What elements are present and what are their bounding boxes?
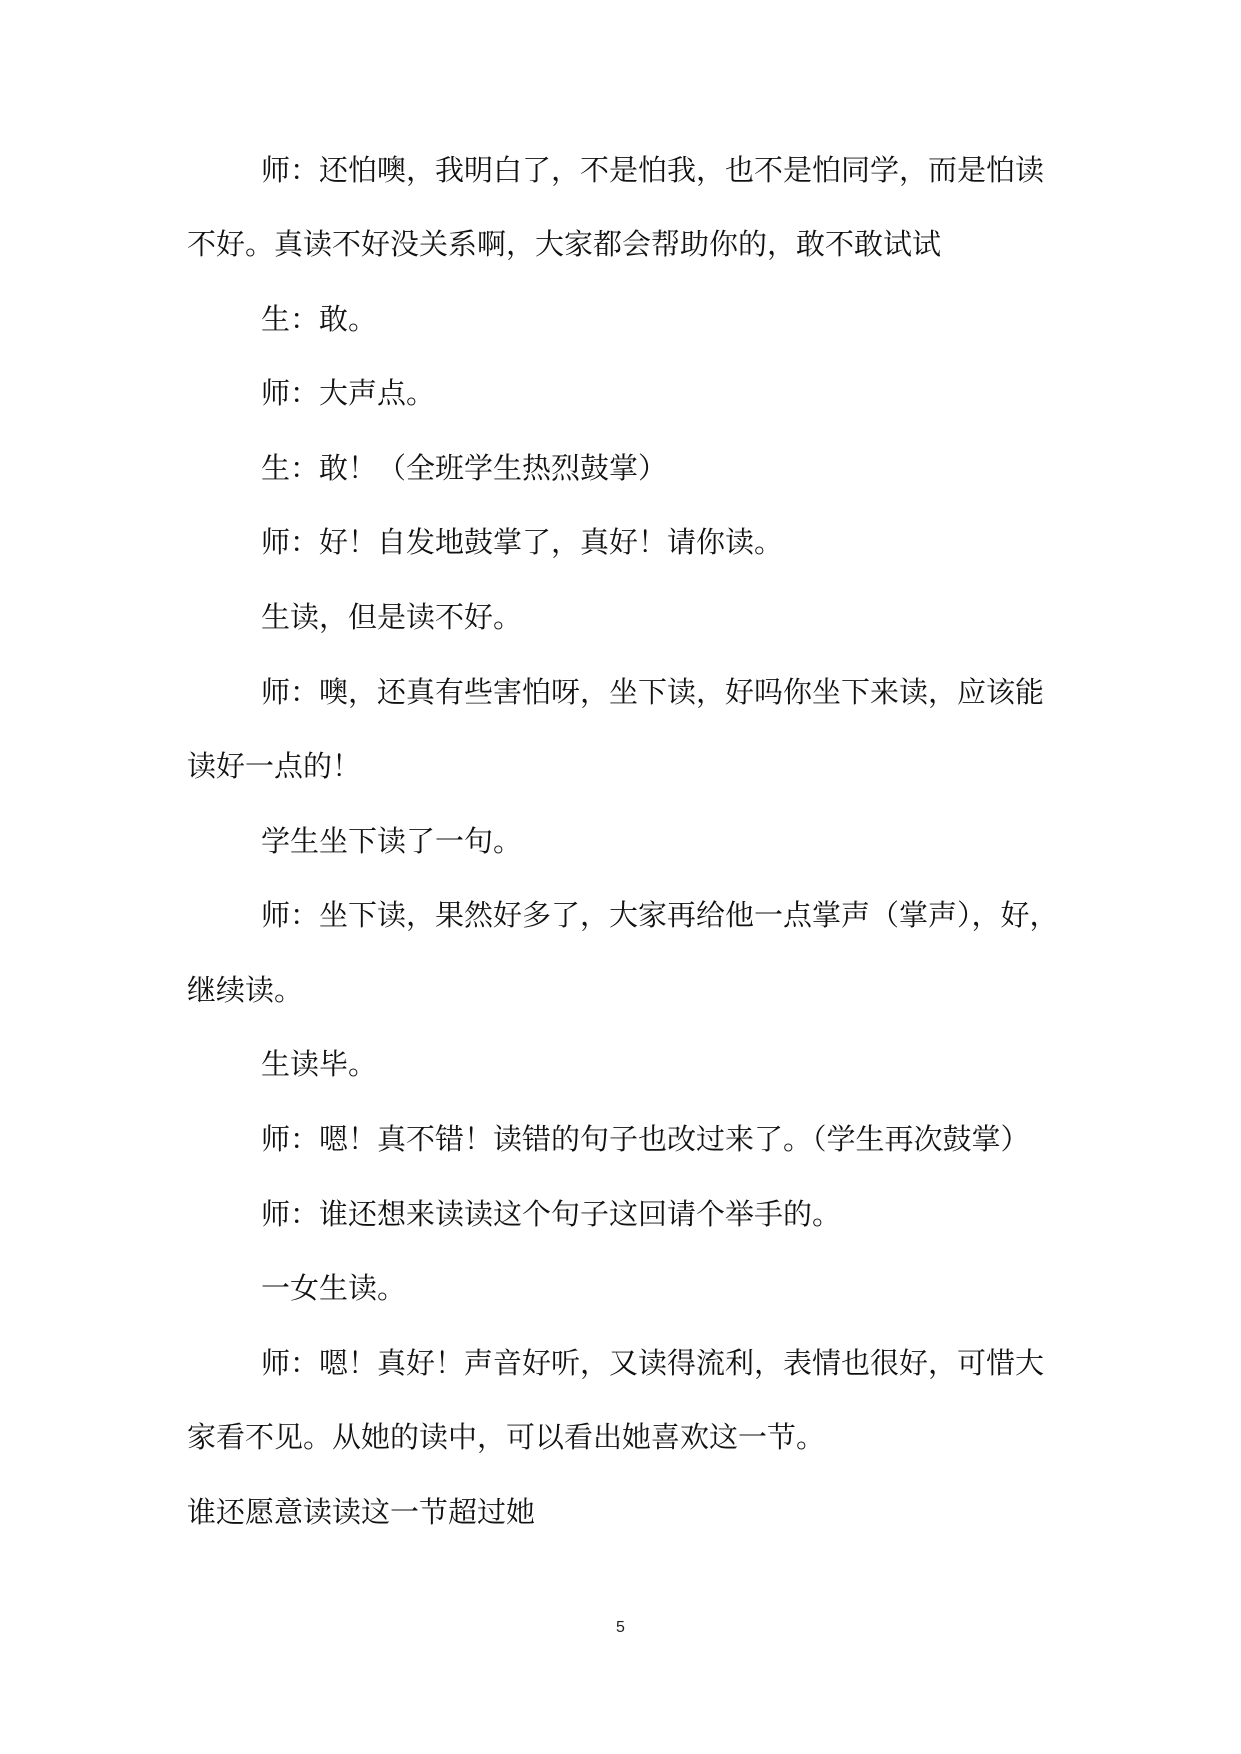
text-line: 生读毕。 <box>261 1047 378 1081</box>
text-line: 师：好！自发地鼓掌了，真好！请你读。 <box>261 525 784 559</box>
text-line: 师：谁还想来读读这个句子这回请个举手的。 <box>261 1197 842 1231</box>
text-line: 学生坐下读了一句。 <box>261 824 523 858</box>
text-line: 谁还愿意读读这一节超过她 <box>187 1495 536 1529</box>
page-number: 5 <box>616 1619 625 1636</box>
text-line: 继续读。 <box>187 973 304 1007</box>
text-line: 师：嗯！真不错！读错的句子也改过来了。（学生再次鼓掌） <box>261 1122 1030 1156</box>
text-line: 家看不见。从她的读中，可以看出她喜欢这一节。 <box>187 1420 826 1454</box>
text-line: 师：还怕噢，我明白了，不是怕我，也不是怕同学，而是怕读 <box>261 153 1045 187</box>
text-line: 师：噢，还真有些害怕呀，坐下读，好吗你坐下来读，应该能 <box>261 675 1045 709</box>
text-line: 一女生读。 <box>261 1271 407 1305</box>
text-line: 生：敢！（全班学生热烈鼓掌） <box>261 451 668 485</box>
text-line: 生读，但是读不好。 <box>261 600 523 634</box>
text-line: 读好一点的！ <box>187 749 362 783</box>
text-line: 生：敢。 <box>261 302 378 336</box>
text-line: 师：大声点。 <box>261 376 436 410</box>
text-line: 师：坐下读，果然好多了，大家再给他一点掌声（掌声），好， <box>261 898 1059 932</box>
text-line: 不好。真读不好没关系啊，大家都会帮助你的，敢不敢试试 <box>187 227 942 261</box>
text-line: 师：嗯！真好！声音好听，又读得流利，表情也很好，可惜大 <box>261 1346 1045 1380</box>
